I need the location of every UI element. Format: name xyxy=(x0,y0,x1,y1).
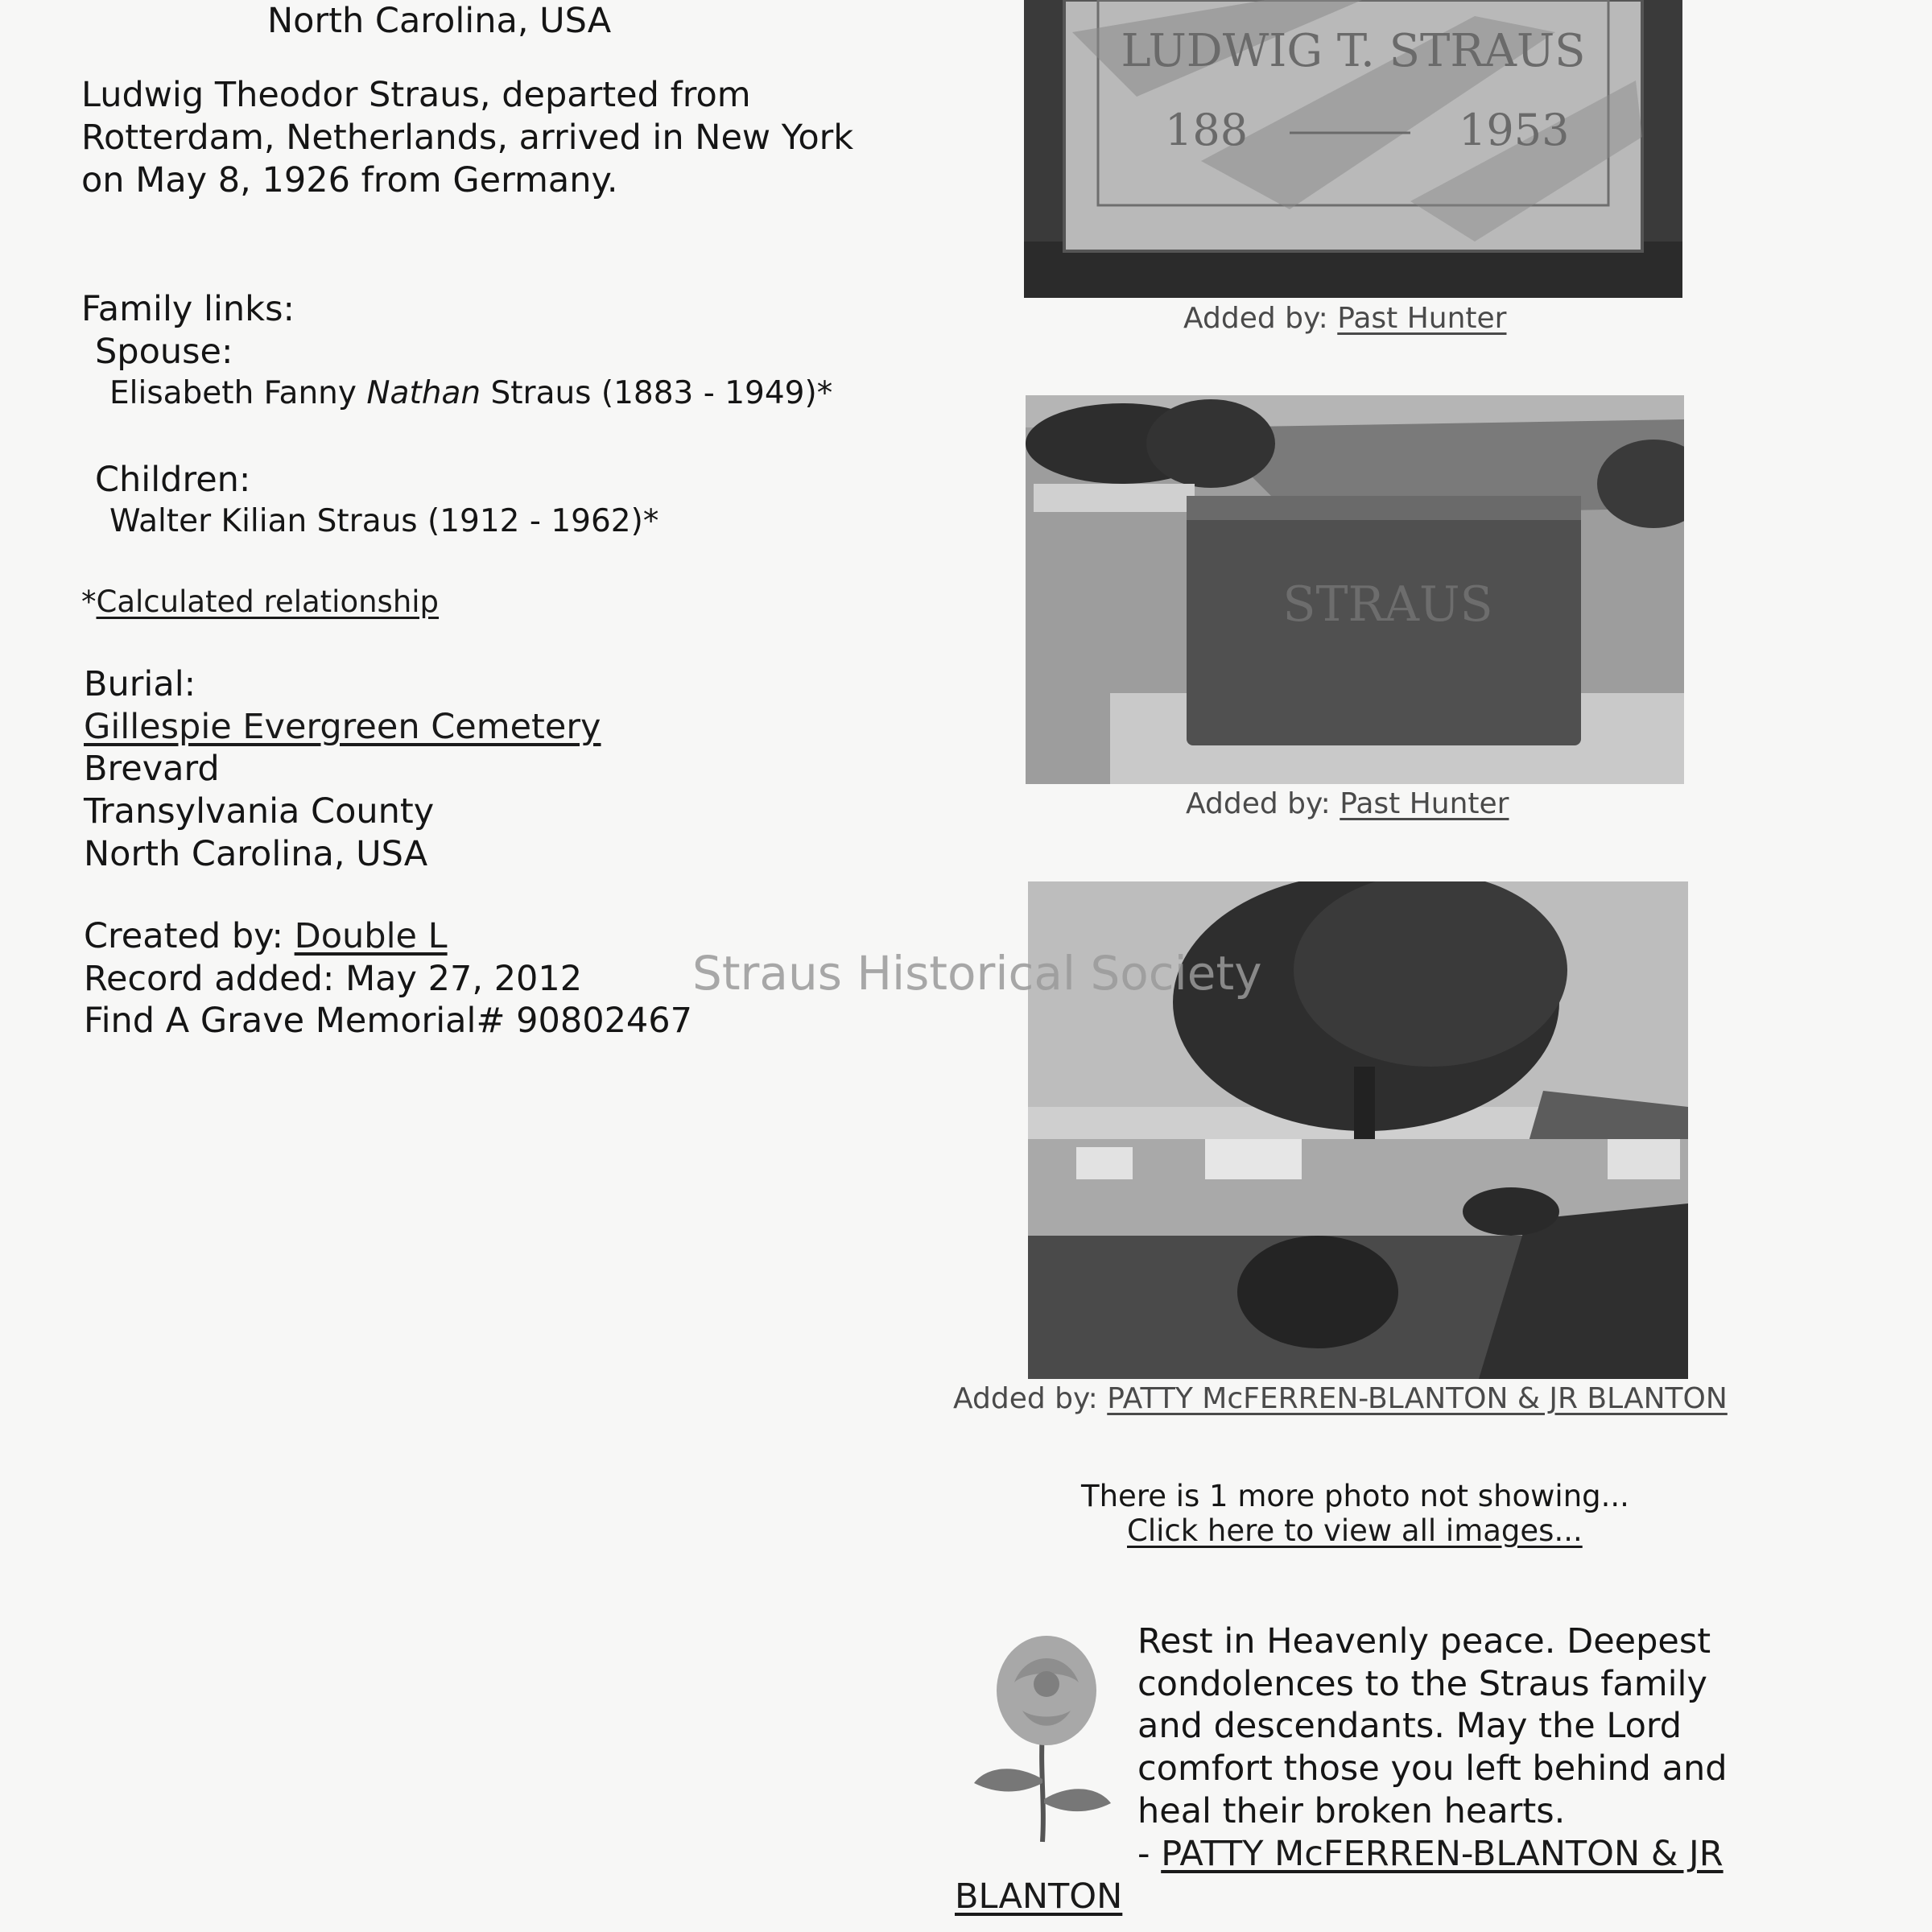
spouse-maiden-name: Nathan xyxy=(366,375,481,411)
spouse-entry xyxy=(109,374,832,414)
family-links-heading: Family links: xyxy=(81,289,295,329)
memorial-number: Find A Grave Memorial# 90802467 xyxy=(84,1001,693,1041)
burial-county: Transylvania County xyxy=(84,791,435,832)
watermark: Straus Historical Society xyxy=(692,946,1262,1001)
bio-line-2: Rotterdam, Netherlands, arrived in New York xyxy=(81,118,854,158)
tribute-author-link[interactable]: PATTY McFERREN-BLANTON & JR xyxy=(1161,1834,1724,1874)
spouse-first-name: Elisabeth Fanny xyxy=(109,375,357,411)
tribute-line-5: heal their broken hearts. xyxy=(1137,1791,1566,1831)
photo-2-added-by-link[interactable]: Past Hunter xyxy=(1340,787,1509,820)
created-by-link[interactable]: Double L xyxy=(294,916,448,956)
burial-heading: Burial: xyxy=(84,664,196,704)
photo-1-caption xyxy=(1183,301,1506,336)
tribute-author-line xyxy=(1137,1833,1724,1876)
more-photos-text: There is 1 more photo not showing... xyxy=(1081,1479,1629,1513)
engraving-name: LUDWIG T. STRAUS xyxy=(1121,25,1586,77)
calculated-relationship-link[interactable]: Calculated relationship xyxy=(96,584,440,619)
photo-1-added-by-link[interactable]: Past Hunter xyxy=(1337,302,1507,335)
headstone-photo-1-image xyxy=(1024,0,1682,298)
burial-state: North Carolina, USA xyxy=(84,834,428,874)
rose-icon xyxy=(966,1634,1119,1843)
photo-3-added-by-link[interactable]: PATTY McFERREN-BLANTON & JR BLANTON xyxy=(1107,1382,1728,1415)
headstone-photo-2[interactable] xyxy=(1026,395,1684,784)
engraving-family-name: STRAUS xyxy=(1282,576,1493,633)
children-heading: Children: xyxy=(95,460,251,500)
child-entry: Walter Kilian Straus (1912 - 1962)* xyxy=(109,503,659,539)
created-by xyxy=(84,915,448,958)
tribute-author-link-cont[interactable]: BLANTON xyxy=(955,1876,1123,1917)
calculated-asterisk: * xyxy=(81,584,97,619)
header-location: North Carolina, USA xyxy=(267,1,612,41)
engraving-birth: 188 xyxy=(1165,105,1249,155)
spouse-heading: Spouse: xyxy=(95,332,233,372)
headstone-photo-2-image xyxy=(1026,395,1684,784)
headstone-photo-1[interactable] xyxy=(1024,0,1682,298)
tribute-dash: - xyxy=(1137,1834,1162,1874)
cemetery-link[interactable]: Gillespie Evergreen Cemetery xyxy=(84,707,601,747)
engraving-death: 1953 xyxy=(1459,105,1570,155)
spouse-last-dates: Straus (1883 - 1949)* xyxy=(490,375,833,411)
photo-3-added-label: Added by: xyxy=(953,1382,1108,1415)
photo-2-added-label: Added by: xyxy=(1186,787,1340,820)
tribute-line-1: Rest in Heavenly peace. Deepest xyxy=(1137,1621,1711,1662)
photo-2-caption xyxy=(1186,786,1509,822)
tribute-line-3: and descendants. May the Lord xyxy=(1137,1706,1682,1746)
tribute-line-4: comfort those you left behind and xyxy=(1137,1748,1728,1789)
photo-1-added-label: Added by: xyxy=(1183,302,1338,335)
bio-line-1: Ludwig Theodor Straus, departed from xyxy=(81,75,751,115)
photo-3-caption xyxy=(953,1381,1728,1417)
created-by-label: Created by: xyxy=(84,916,295,956)
tribute-line-2: condolences to the Straus family xyxy=(1137,1664,1707,1704)
record-added: Record added: May 27, 2012 xyxy=(84,959,583,999)
bio-line-3: on May 8, 1926 from Germany. xyxy=(81,160,618,200)
view-all-images-link[interactable]: Click here to view all images... xyxy=(1127,1513,1583,1548)
burial-city: Brevard xyxy=(84,749,220,789)
calculated-note xyxy=(81,583,439,621)
